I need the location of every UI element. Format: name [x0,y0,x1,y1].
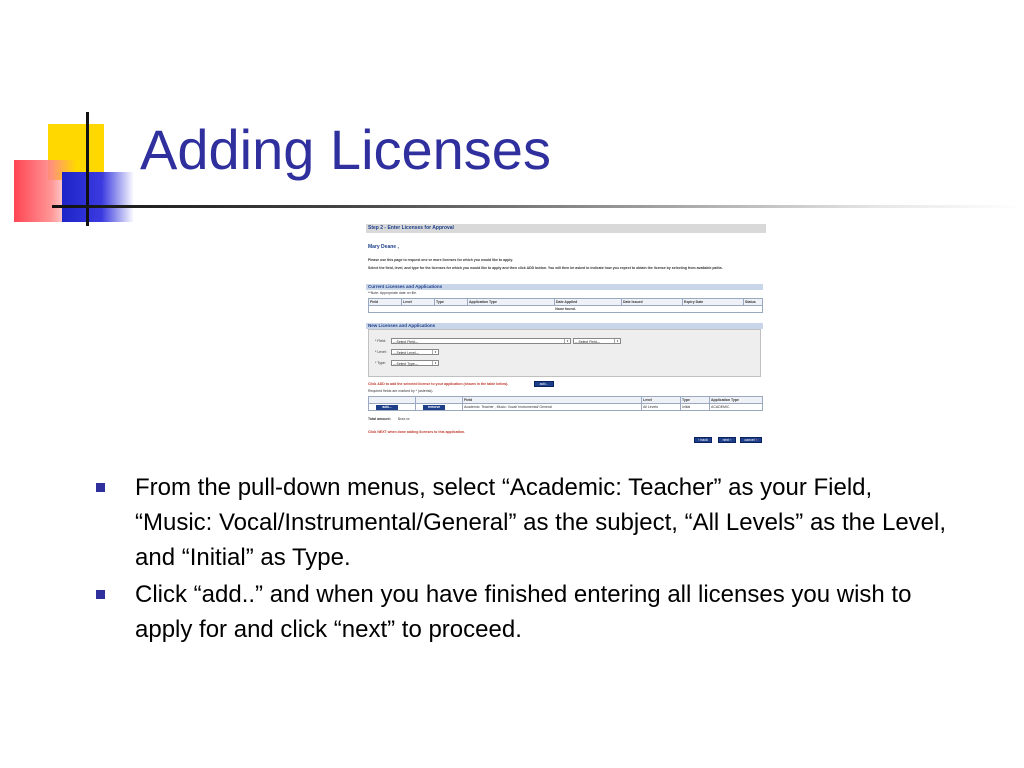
chevron-down-icon: ▾ [432,361,438,365]
row-add-button[interactable]: add... [376,405,398,410]
bullet-text: From the pull-down menus, select “Academic: Teacher” as your Field, “Music: Vocal/Instrumental/General” as the subject, “All Levels” as the Level, and “Initial” as Type. [135,474,947,571]
instruction-text-1: Please use this page to request one or more licenses for which you would like to apply. [368,258,514,262]
col-expiry-date: Expiry Date [683,299,744,306]
row-type: Initial [681,404,710,411]
close-icon: × [754,438,758,442]
row-field: Academic: Teacher , Music: Vocal/ Instrumental/ General [463,404,642,411]
bullet-item [96,577,956,647]
bullet-icon [96,483,105,492]
table-header-row [369,299,763,306]
col-status: Status [744,299,763,306]
add-button[interactable]: add... [534,381,554,387]
bullet-icon [96,590,105,599]
current-licenses-table [368,298,763,313]
field-select[interactable]: ---Select Field--- ▾ [391,338,571,344]
level-select[interactable]: ---Select Level--- ▾ [391,349,439,355]
row-remove-button[interactable]: remove [423,405,445,410]
chevron-down-icon: ▾ [614,339,620,343]
logo-blue-square [62,172,134,222]
step-header: Step 2 - Enter Licenses for Approval [366,224,766,233]
row-add-cell [369,404,416,411]
required-note: Required fields are marked by * (asterisk). [368,389,434,393]
current-licenses-header: Current Licenses and Applications [366,284,763,290]
instruction-text-2: Select the field, level, and type for the licenses for which you would like to apply and then click ADD button. You will then be asked to indicate how you expect to obtain the license by selecting from available paths. [368,266,723,270]
table-header-row [369,397,763,404]
back-icon: ‹ [698,438,701,442]
bullet-item [96,470,956,575]
current-note: **Note: Appropriate date on file. [368,291,418,295]
col-level: Level [642,397,681,404]
new-licenses-header: New Licenses and Applications [366,323,763,329]
col-date-issued: Date Issued [622,299,683,306]
table-row [369,306,763,313]
col-level: Level [402,299,435,306]
subject-select[interactable]: ---Select Field--- ▾ [573,338,621,344]
new-licenses-table [368,396,763,411]
col-type: Type [681,397,710,404]
chevron-down-icon: ▾ [432,350,438,354]
type-label: * Type: [375,361,386,365]
col-field: Field [463,397,642,404]
next-icon: › [729,438,732,442]
col-application-type: Application Type [468,299,555,306]
col-blank-2 [416,397,463,404]
col-blank-1 [369,397,416,404]
total-value: $xxx.xx [398,417,410,421]
next-note: Click NEXT when done adding licenses to this application. [368,430,466,434]
chevron-down-icon: ▾ [564,339,570,343]
back-button[interactable]: ‹ back [694,437,712,443]
table-row [369,404,763,411]
field-label: * Field: [375,339,386,343]
cancel-button[interactable]: cancel × [740,437,762,443]
add-instruction: Click ADD to add the selected license to your application (shown in the table below). [368,382,509,386]
new-license-form [368,329,761,377]
col-date-applied: Date Applied [555,299,622,306]
col-application-type: Application Type [710,397,763,404]
total-label: Total amount: [368,417,391,421]
logo-vertical-line [86,112,89,226]
level-label: * Level: [375,350,387,354]
type-select[interactable]: ---Select Type--- ▾ [391,360,439,366]
bullet-list [96,470,956,649]
user-name: Mary Deane , [368,244,399,250]
bullet-text: Click “add..” and when you have finished entering all licenses you wish to apply for and click “next” to proceed. [135,581,912,643]
title-underline [52,205,1024,208]
empty-message: None found. [369,306,763,313]
row-level: All Levels [642,404,681,411]
slide-title: Adding Licenses [140,118,551,181]
col-field: Field [369,299,402,306]
embedded-screenshot [366,224,766,448]
row-application-type: ACADEMIC [710,404,763,411]
next-button[interactable]: next › [718,437,736,443]
col-type: Type [435,299,468,306]
row-remove-cell [416,404,463,411]
